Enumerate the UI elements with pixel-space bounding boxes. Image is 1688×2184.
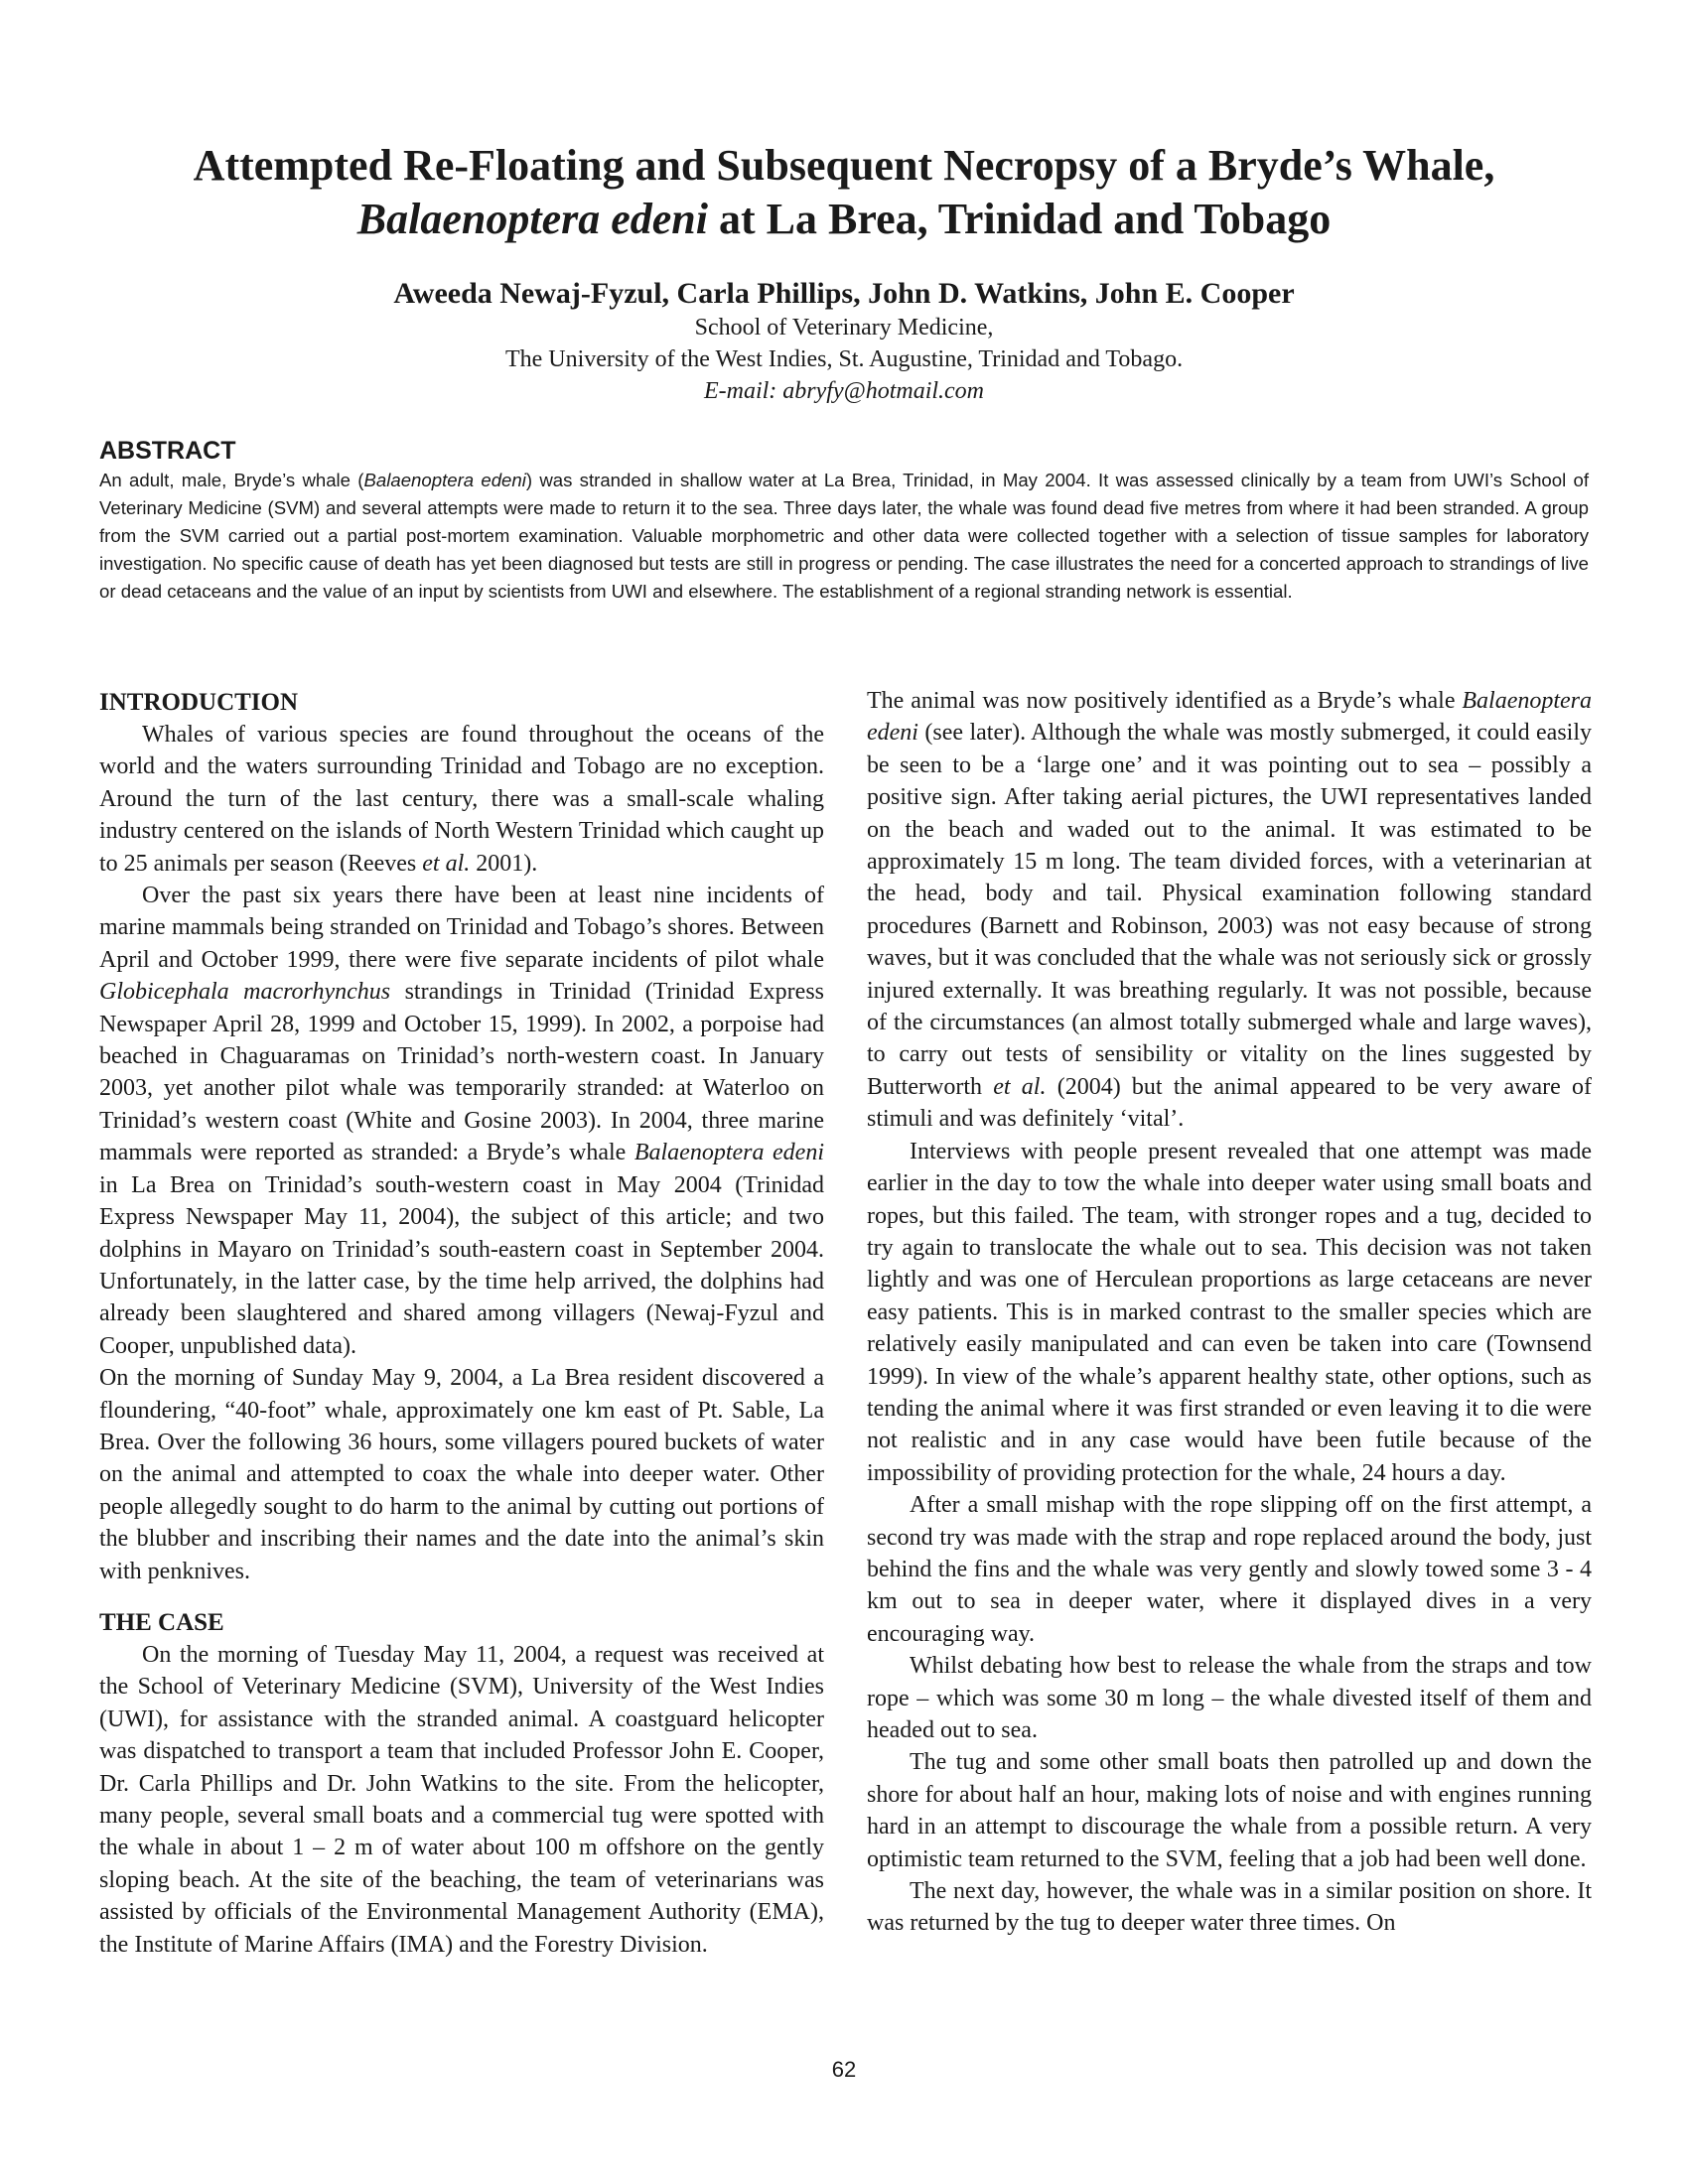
author-email: E-mail: abryfy@hotmail.com [703, 378, 985, 404]
abstract-text-start: An adult, male, Bryde’s whale ( [99, 470, 364, 490]
case-p2-middle: (see later). Although the whale was mostly submerged, it could easily be seen to be a ‘large one’ and it was pointing out to sea – possibly a positive sign. After taking aerial pictures, the UWI representatives landed on the beach and waded out to the animal. It was estimated to be approximately 15 m long. The team divided forces, with a veterinarian at the head, body and tail. Physical examination following standard procedures (Barnett and Robinson, 2003) was not easy because of strong waves, but it was concluded that the whale was not seriously sick or grossly injured externally. It was breathing regularly. It was not possible, because of the circumstances (an almost totally submerged whale and large waves), to carry out tests of sensibility or vitality on the lines suggested by Butterworth [867, 720, 1592, 1100]
intro-p2-middle: strandings in Trinidad (Trinidad Express Newspaper April 28, 1999 and October 15, 1999). In 2002, a porpoise had beached in Chaguaramas on Trinidad’s north-western coast. In January 2003, yet another pilot whale was temporarily stranded: at Waterloo on Trinidad’s western coast (White and Gosine 2003). In 2004, three marine mammals were reported as stranded: a Bryde’s whale [99, 979, 824, 1166]
intro-p1-text: Whales of various species are found throughout the oceans of the world and the waters surrounding Trinidad and Tobago are no exception. Around the turn of the last century, there was a small-scale whaling industry centered on the islands of North Western Trinidad which caught up to 25 animals per season (Reeves [99, 722, 824, 877]
case-paragraph-1: On the morning of Tuesday May 11, 2004, a request was received at the School of Veterinary Medicine (SVM), University of the West Indies (UWI), for assistance with the stranded animal. A coastguard helicopter was dispatched to transport a team that included Professor John E. Cooper, Dr. Carla Phillips and Dr. John Watkins to the site. From the helicopter, many people, several small boats and a commercial tug were spotted with the whale in about 1 – 2 m of water about 100 m offshore on the gently sloping beach. At the site of the beaching, the team of veterinarians was assisted by officials of the Environmental Management Authority (EMA), the Institute of Marine Affairs (IMA) and the Forestry Division. [99, 1641, 824, 1958]
affiliation-university: The University of the West Indies, St. Augustine, Trinidad and Tobago. [504, 346, 1184, 372]
intro-paragraph-1 [99, 719, 824, 880]
case-paragraph-3: Interviews with people present revealed that one attempt was made earlier in the day to tow the whale into deeper water using small boats and ropes, but this failed. The team, with stronger ropes and a tug, decided to try again to translocate the whale out to sea. This decision was not taken lightly and was one of Herculean proportions as large cetaceans are never easy patients. This is in marked contrast to the smaller species which are relatively easily manipulated and can even be taken into care (Townsend 1999). In view of the whale’s apparent healthy state, other options, such as tending the animal where it was first stranded or even leaving it to die were not realistic and in any case would have been futile because of the impossibility of providing protection for the whale, 24 hours a day. [867, 1138, 1592, 1486]
title-location: at La Brea, Trinidad and Tobago [707, 195, 1332, 243]
introduction-heading: INTRODUCTION [99, 689, 299, 716]
title-species-name: Balaenoptera edeni [356, 195, 708, 243]
left-column [99, 687, 824, 1961]
case-p2-etal: et al. [993, 1073, 1047, 1100]
page-number: 62 [831, 2057, 857, 2082]
paper-title-line-2 [99, 193, 1589, 246]
author-list: Aweeda Newaj-Fyzul, Carla Phillips, John D. Watkins, John E. Cooper [393, 277, 1295, 310]
abstract-section [99, 437, 1589, 606]
intro-p2-text: Over the past six years there have been at least nine incidents of marine mammals being stranded on Trinidad and Tobago’s shores. Between April and October 1999, there were five separate incidents of pilot whale [99, 883, 824, 973]
case-paragraph-4: After a small mishap with the rope slipping off on the first attempt, a second try was made with the strap and rope replaced around the body, just behind the fins and the whale was very gently and slowly towed some 3 - 4 km out to sea in deeper water, where it displayed dives in a very encouraging way. [867, 1492, 1592, 1647]
intro-p2-end: in La Brea on Trinidad’s south-western coast in May 2004 (Trinidad Express Newspaper May 11, 2004), the subject of this article; and two dolphins in Mayaro on Trinidad’s south-eastern coast in September 2004. Unfortunately, in the latter case, by the time help arrived, the dolphins had already been slaughtered and shared among villagers (Newaj-Fyzul and Cooper, unpublished data). [99, 1171, 824, 1359]
case-paragraph-6: The tug and some other small boats then patrolled up and down the shore for about half an hour, making lots of noise and with engines running hard in an attempt to discourage the whale from a possible return. A very optimistic team returned to the SVM, feeling that a job had been well done. [867, 1749, 1592, 1872]
abstract-text [99, 467, 1589, 606]
intro-paragraph-2 [99, 880, 824, 1362]
intro-p1-end: 2001). [470, 850, 538, 877]
abstract-heading: ABSTRACT [99, 437, 236, 465]
affiliation-school: School of Veterinary Medicine, [694, 315, 994, 341]
abstract-text-body: ) was stranded in shallow water at La Brea, Trinidad, in May 2004. It was assessed clinically by a team from UWI’s School of Veterinary Medicine (SVM) and several attempts were made to return it to the sea. Three days later, the whale was found dead five metres from where it had been stranded. A group from the SVM carried out a partial post-mortem examination. Valuable morphometric and other data were collected together with a selection of tissue samples for laboratory investigation. No specific cause of death has yet been diagnosed but tests are still in progress or pending. The case illustrates the need for a concerted approach to strandings of live or dead cetaceans and the value of an input by scientists from UWI and elsewhere. The establishment of a regional stranding network is essential. [99, 470, 1589, 602]
case-p2-species: Balaenoptera edeni [867, 688, 1592, 747]
intro-p2-species-2: Balaenoptera edeni [633, 1140, 825, 1166]
the-case-heading: THE CASE [99, 1608, 224, 1636]
case-paragraph-7: The next day, however, the whale was in a similar position on shore. It was returned by the tug to deeper water three times. On [867, 1878, 1592, 1937]
intro-p1-etal: et al. [422, 850, 471, 877]
paper-title-line-1: Attempted Re-Floating and Subsequent Necropsy of a Bryde’s Whale, [193, 141, 1495, 190]
intro-paragraph-3: On the morning of Sunday May 9, 2004, a La Brea resident discovered a floundering, “40-foot” whale, approximately one km east of Pt. Sable, La Brea. Over the following 36 hours, some villagers poured buckets of water on the animal and attempted to coax the whale into deeper water. Other people allegedly sought to do harm to the animal by cutting out portions of the blubber and inscribing their names and the date into the animal’s skin with penknives. [99, 1365, 824, 1584]
case-paragraph-5: Whilst debating how best to release the whale from the straps and tow rope – which was some 30 m long – the whale divested itself of them and headed out to sea. [867, 1653, 1592, 1743]
right-column [867, 685, 1592, 1940]
intro-p2-species: Globicephala macrorhynchus [99, 979, 391, 1006]
case-p2-text: The animal was now positively identified as a Bryde’s whale [867, 688, 1463, 714]
abstract-species-name: Balaenoptera edeni [363, 470, 526, 490]
section-spacer [99, 1587, 824, 1607]
title-block [99, 139, 1589, 407]
case-p2-end: (2004) but the animal appeared to be very aware of stimuli and was definitely ‘vital’. [867, 1073, 1592, 1133]
case-paragraph-2 [867, 685, 1592, 1136]
